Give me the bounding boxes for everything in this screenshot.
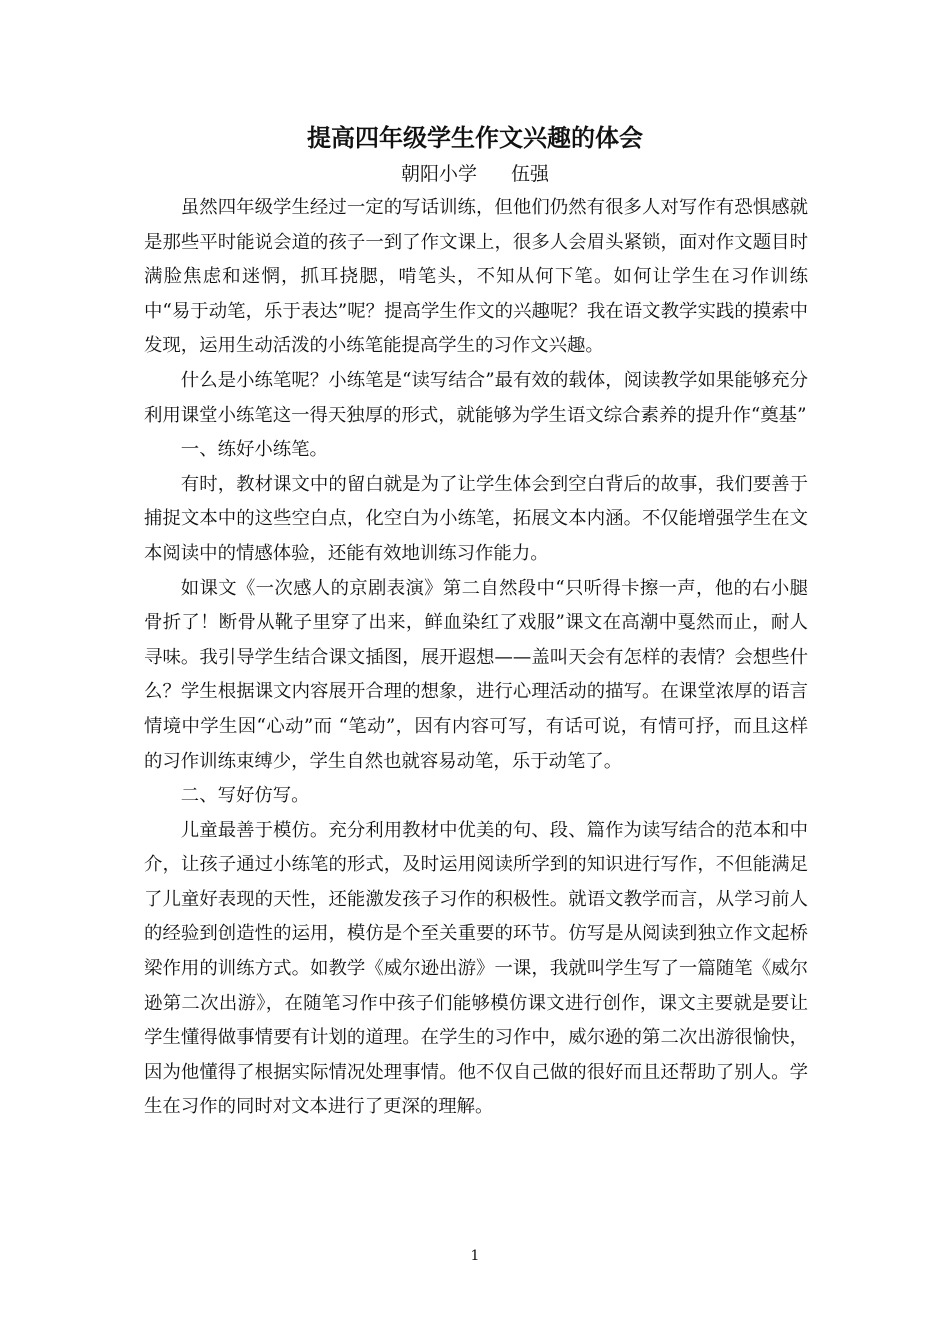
paragraph: 虽然四年级学生经过一定的写话训练，但他们仍然有很多人对写作有恐惧感就是那些平时能说会道的孩子一到了作文课上，很多人会眉头紧锁，面对作文题目时满脸焦虑和迷惘，抓耳挠腮，啃笔头，不知从何下笔。如何让学生在习作训练中“易于动笔，乐于表达”呢？提高学生作文的兴趣呢？我在语文教学实践的摸索中发现，运用生动活泼的小练笔能提高学生的习作文兴趣。 <box>144 197 808 357</box>
page-number: 1 <box>470 1248 480 1264</box>
section-heading: 二、写好仿写。 <box>180 785 310 807</box>
author-name: 伍强 <box>511 163 550 185</box>
paragraph: 儿童最善于模仿。充分利用教材中优美的句、段、篇作为读写结合的范本和中介，让孩子通过小练笔的形式，及时运用阅读所学到的知识进行写作，不但能满足了儿童好表现的天性，还能激发孩子习作的积极性。就语文教学而言，从学习前人的经验到创造性的运用，模仿是个至关重要的环节。仿写是从阅读到独立作文起桥梁作用的训练方式。如教学《威尔逊出游》一课，我就叫学生写了一篇随笔《威尔逊第二次出游》，在随笔习作中孩子们能够模仿课文进行创作，课文主要就是要让学生懂得做事情要有计划的道理。在学生的习作中，威尔逊的第二次出游很愉快，因为他懂得了根据实际情况处理事情。他不仅自己做的很好而且还帮助了别人。学生在习作的同时对文本进行了更深的理解。 <box>144 819 808 1118</box>
document-title: 提高四年级学生作文兴趣的体会 <box>307 124 643 152</box>
paragraph: 如课文《一次感人的京剧表演》第二自然段中“只听得卡擦一声，他的右小腿骨折了！断骨从靴子里穿了出来，鲜血染红了戏服”课文在高潮中戛然而止，耐人寻味。我引导学生结合课文插图，展开遐想——盖叫天会有怎样的表情？会想些什么？学生根据课文内容展开合理的想象，进行心理活动的描写。在课堂浓厚的语言情境中学生因“心动”而 “笔动”，因有内容可写，有话可说，有情可抒，而且这样的习作训练束缚少，学生自然也就容易动笔，乐于动笔了。 <box>144 577 808 772</box>
paragraph: 有时，教材课文中的留白就是为了让学生体会到空白背后的故事，我们要善于捕捉文本中的这些空白点，化空白为小练笔，拓展文本内涵。不仅能增强学生在文本阅读中的情感体验，还能有效地训练习作能力。 <box>144 473 808 564</box>
document-body <box>144 191 808 1125</box>
school-name: 朝阳小学 <box>400 163 477 185</box>
section-heading: 一、练好小练笔。 <box>180 439 328 461</box>
byline <box>0 160 950 188</box>
paragraph: 什么是小练笔呢？小练笔是“读写结合”最有效的载体，阅读教学如果能够充分利用课堂小练笔这一得天独厚的形式，就能够为学生语文综合素养的提升作“奠基” <box>144 369 808 426</box>
